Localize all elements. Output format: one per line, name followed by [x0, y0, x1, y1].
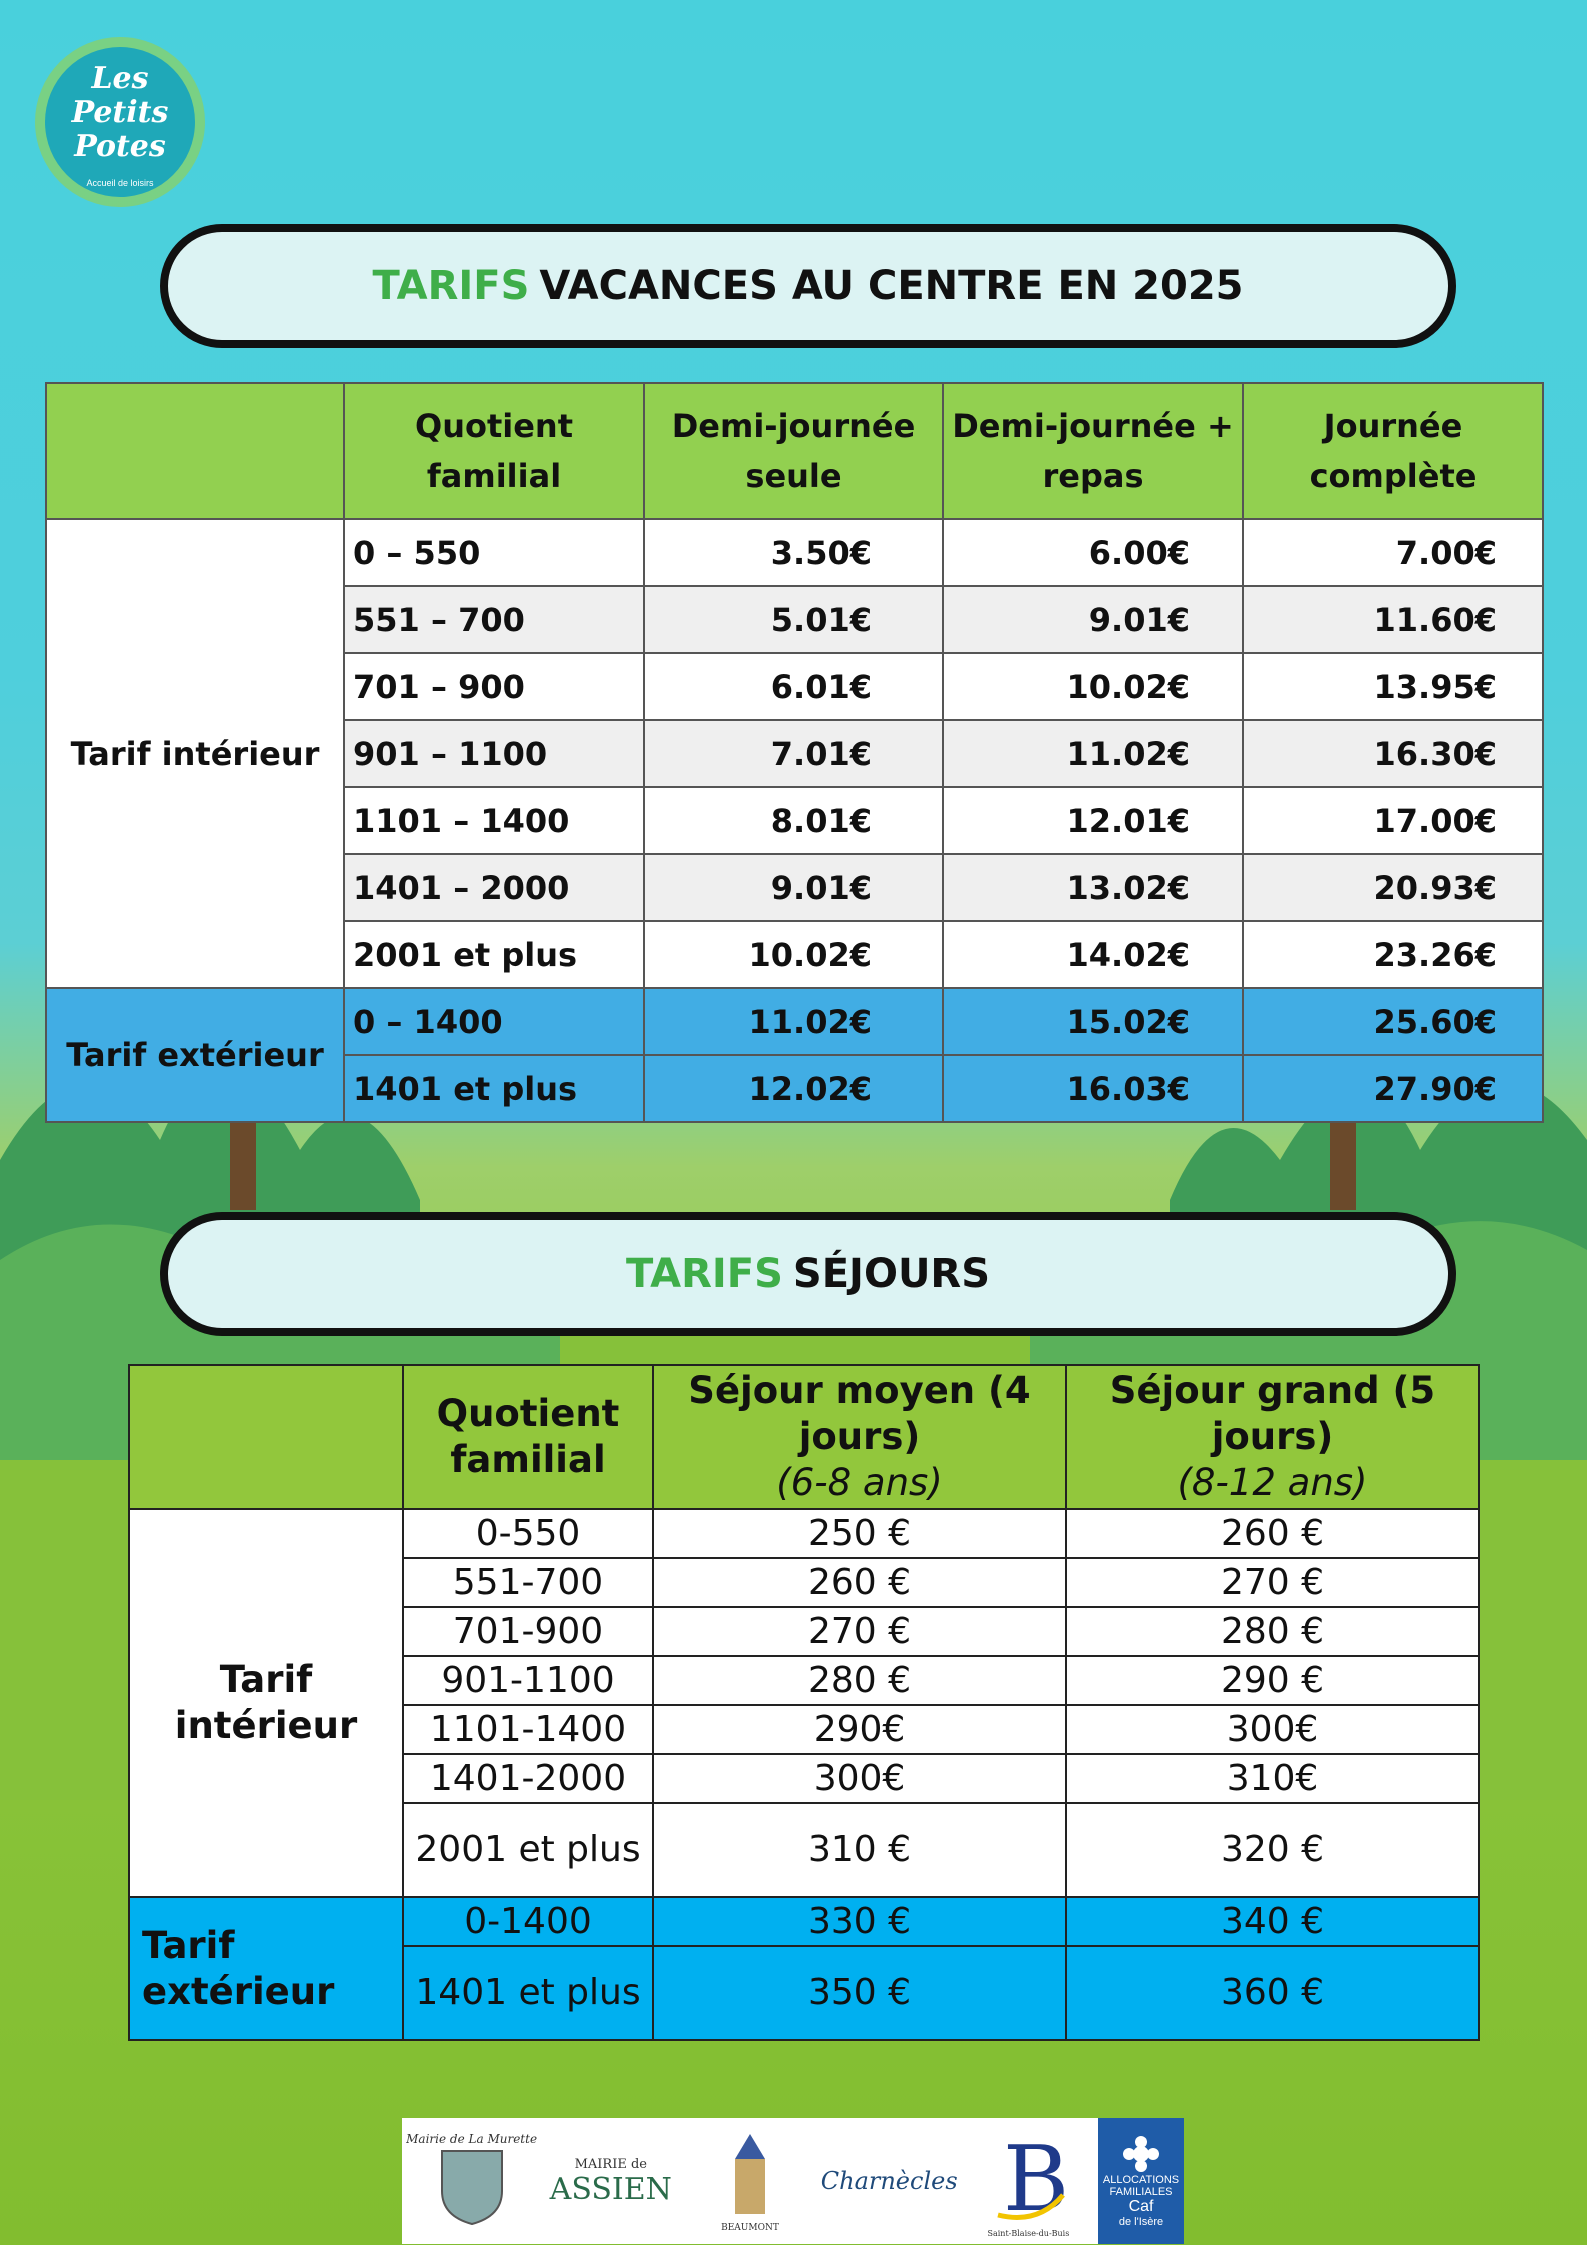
- banner-vacances: [160, 224, 1456, 348]
- sponsor-name: Mairie de La Murette: [406, 2132, 538, 2146]
- cell-price: 350 €: [653, 1946, 1066, 2040]
- cell-qf: 551 – 700: [344, 586, 644, 653]
- cell-price: 16.30€: [1243, 720, 1543, 787]
- cell-price: 6.01€: [644, 653, 943, 720]
- cell-price: 310 €: [653, 1803, 1066, 1897]
- cell-qf: 1401 et plus: [344, 1055, 644, 1122]
- cell-price: 290 €: [1066, 1656, 1479, 1705]
- cell-price: 320 €: [1066, 1803, 1479, 1897]
- label-tarif-exterieur: Tarif extérieur: [46, 988, 344, 1122]
- logo-charnecles: [820, 2118, 959, 2244]
- cell-qf: 901-1100: [403, 1656, 653, 1705]
- logo-beaumont: [680, 2118, 819, 2244]
- cell-price: 14.02€: [943, 921, 1243, 988]
- cell-price: 260 €: [653, 1558, 1066, 1607]
- cell-qf: 1401-2000: [403, 1754, 653, 1803]
- banner-title: SÉJOURS: [792, 1251, 991, 1297]
- label-tarif-exterieur: Tarif extérieur: [129, 1897, 403, 2040]
- logo-mairie-rives: [541, 2118, 680, 2244]
- label-tarif-interieur: Tarif intérieur: [46, 519, 344, 988]
- cell-qf: 0 – 550: [344, 519, 644, 586]
- cell-qf: 0-550: [403, 1509, 653, 1558]
- table-row: [129, 1897, 1479, 1946]
- cell-price: 27.90€: [1243, 1055, 1543, 1122]
- table-row: [46, 988, 1543, 1055]
- cell-price: 6.00€: [943, 519, 1243, 586]
- cell-price: 11.02€: [943, 720, 1243, 787]
- label-tarif-interieur: Tarif intérieur: [129, 1509, 403, 1897]
- header-empty: [129, 1365, 403, 1509]
- header-demi-seule: Demi-journée seule: [644, 383, 943, 519]
- cell-qf: 0 – 1400: [344, 988, 644, 1055]
- cell-qf: 901 – 1100: [344, 720, 644, 787]
- table-header-row: [129, 1365, 1479, 1509]
- tarifs-sejours-table: [128, 1364, 1480, 2041]
- cell-price: 5.01€: [644, 586, 943, 653]
- coat-of-arms-icon: [437, 2146, 507, 2226]
- caf-text: de l'Isère: [1118, 2216, 1164, 2228]
- cell-price: 13.95€: [1243, 653, 1543, 720]
- cell-qf: 1101-1400: [403, 1705, 653, 1754]
- cell-price: 3.50€: [644, 519, 943, 586]
- cell-price: 260 €: [1066, 1509, 1479, 1558]
- logo-subtitle: Accueil de loisirs: [86, 178, 154, 188]
- cell-price: 9.01€: [943, 586, 1243, 653]
- logo-les-petits-potes: [20, 22, 220, 222]
- cell-price: 12.01€: [943, 787, 1243, 854]
- cell-price: 17.00€: [1243, 787, 1543, 854]
- cell-price: 8.01€: [644, 787, 943, 854]
- sponsor-name: Saint-Blaise-du-Buis: [987, 2228, 1070, 2238]
- banner-title: VACANCES AU CENTRE EN 2025: [539, 263, 1244, 309]
- cell-price: 10.02€: [943, 653, 1243, 720]
- cell-price: 250 €: [653, 1509, 1066, 1558]
- header-demi-repas: Demi-journée + repas: [943, 383, 1243, 519]
- logo-line1: Les: [91, 61, 149, 96]
- church-icon: [705, 2129, 795, 2219]
- caf-text: FAMILIALES: [1109, 2186, 1173, 2198]
- logo-line2: Petits: [71, 95, 169, 130]
- cell-qf: 0-1400: [403, 1897, 653, 1946]
- table-row: [46, 519, 1543, 586]
- table-row: [129, 1509, 1479, 1558]
- cell-price: 16.03€: [943, 1055, 1243, 1122]
- cell-price: 290€: [653, 1705, 1066, 1754]
- sponsor-name: Charnècles: [820, 2167, 958, 2195]
- logo-saint-blaise: [959, 2118, 1098, 2244]
- cell-price: 340 €: [1066, 1897, 1479, 1946]
- cell-price: 280 €: [1066, 1607, 1479, 1656]
- logo-mairie-la-murette: [402, 2118, 541, 2244]
- cell-price: 300€: [1066, 1705, 1479, 1754]
- sponsor-name: ASSIEN: [549, 2171, 672, 2207]
- cell-price: 270 €: [1066, 1558, 1479, 1607]
- header-quotient: Quotient familial: [403, 1365, 653, 1509]
- caf-text: ALLOCATIONS: [1102, 2174, 1180, 2186]
- svg-text:B: B: [1003, 2126, 1069, 2225]
- banner-accent-word: TARIFS: [625, 1251, 783, 1297]
- cell-qf: 551-700: [403, 1558, 653, 1607]
- cell-price: 11.02€: [644, 988, 943, 1055]
- cell-price: 310€: [1066, 1754, 1479, 1803]
- cell-price: 330 €: [653, 1897, 1066, 1946]
- cell-price: 7.01€: [644, 720, 943, 787]
- sponsor-name: MAIRIE de: [574, 2156, 647, 2172]
- cell-price: 12.02€: [644, 1055, 943, 1122]
- cell-price: 7.00€: [1243, 519, 1543, 586]
- caf-text: Caf: [1128, 2198, 1154, 2215]
- cell-price: 25.60€: [1243, 988, 1543, 1055]
- cell-price: 10.02€: [644, 921, 943, 988]
- logo-caf-isere: [1098, 2118, 1184, 2244]
- cell-price: 9.01€: [644, 854, 943, 921]
- header-quotient: Quotient familial: [344, 383, 644, 519]
- sponsor-logos: [402, 2118, 1184, 2244]
- banner-sejours: [160, 1212, 1456, 1336]
- cell-qf: 1401 – 2000: [344, 854, 644, 921]
- caf-flower-icon: [1121, 2134, 1161, 2174]
- cell-qf: 1101 – 1400: [344, 787, 644, 854]
- cell-qf: 2001 et plus: [344, 921, 644, 988]
- cell-price: 280 €: [653, 1656, 1066, 1705]
- tarifs-vacances-table: [45, 382, 1544, 1123]
- cell-qf: 701-900: [403, 1607, 653, 1656]
- cell-price: 15.02€: [943, 988, 1243, 1055]
- cell-price: 13.02€: [943, 854, 1243, 921]
- cell-price: 20.93€: [1243, 854, 1543, 921]
- logo-line3: Potes: [74, 129, 166, 164]
- header-sejour-moyen: Séjour moyen (4 jours) (6-8 ans): [653, 1365, 1066, 1509]
- cell-price: 270 €: [653, 1607, 1066, 1656]
- letter-b-logo-icon: [988, 2125, 1068, 2225]
- cell-qf: 2001 et plus: [403, 1803, 653, 1897]
- cell-qf: 1401 et plus: [403, 1946, 653, 2040]
- cell-price: 11.60€: [1243, 586, 1543, 653]
- header-journee: Journée complète: [1243, 383, 1543, 519]
- cell-qf: 701 – 900: [344, 653, 644, 720]
- header-empty: [46, 383, 344, 519]
- logo-text: [45, 62, 195, 164]
- header-sejour-grand: Séjour grand (5 jours) (8-12 ans): [1066, 1365, 1479, 1509]
- cell-price: 300€: [653, 1754, 1066, 1803]
- table-header-row: [46, 383, 1543, 519]
- banner-accent-word: TARIFS: [372, 263, 530, 309]
- sponsor-name: BEAUMONT: [721, 2223, 779, 2233]
- cell-price: 360 €: [1066, 1946, 1479, 2040]
- cell-price: 23.26€: [1243, 921, 1543, 988]
